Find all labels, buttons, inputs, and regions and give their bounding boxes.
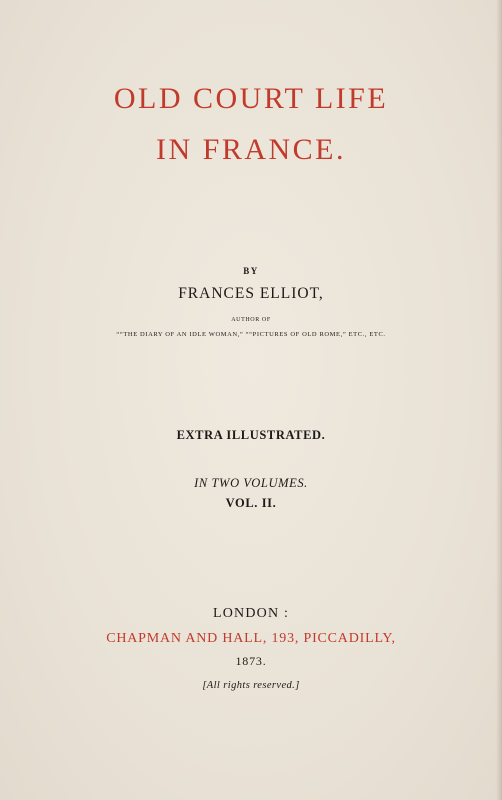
rights-notice: [All rights reserved.] [202, 680, 300, 691]
imprint-publisher: CHAPMAN AND HALL, 193, PICCADILLY, [106, 631, 396, 646]
by-label: BY [243, 266, 259, 276]
author-of-label: AUTHOR OF [231, 317, 271, 323]
book-title-line-2: IN FRANCE. [155, 133, 346, 166]
author-name: FRANCES ELLIOT, [178, 285, 324, 302]
volume-number: VOL. II. [225, 496, 277, 510]
book-title-line-1: OLD COURT LIFE [113, 82, 389, 115]
volumes-note: IN TWO VOLUMES. [194, 476, 308, 490]
author-other-works: ““THE DIARY OF AN IDLE WOMAN,” ““PICTURES OF OLD ROME,” ETC., ETC. [116, 331, 386, 338]
imprint-year: 1873. [235, 654, 267, 668]
edition-note: EXTRA ILLUSTRATED. [176, 428, 326, 442]
imprint-city: LONDON : [212, 606, 290, 621]
